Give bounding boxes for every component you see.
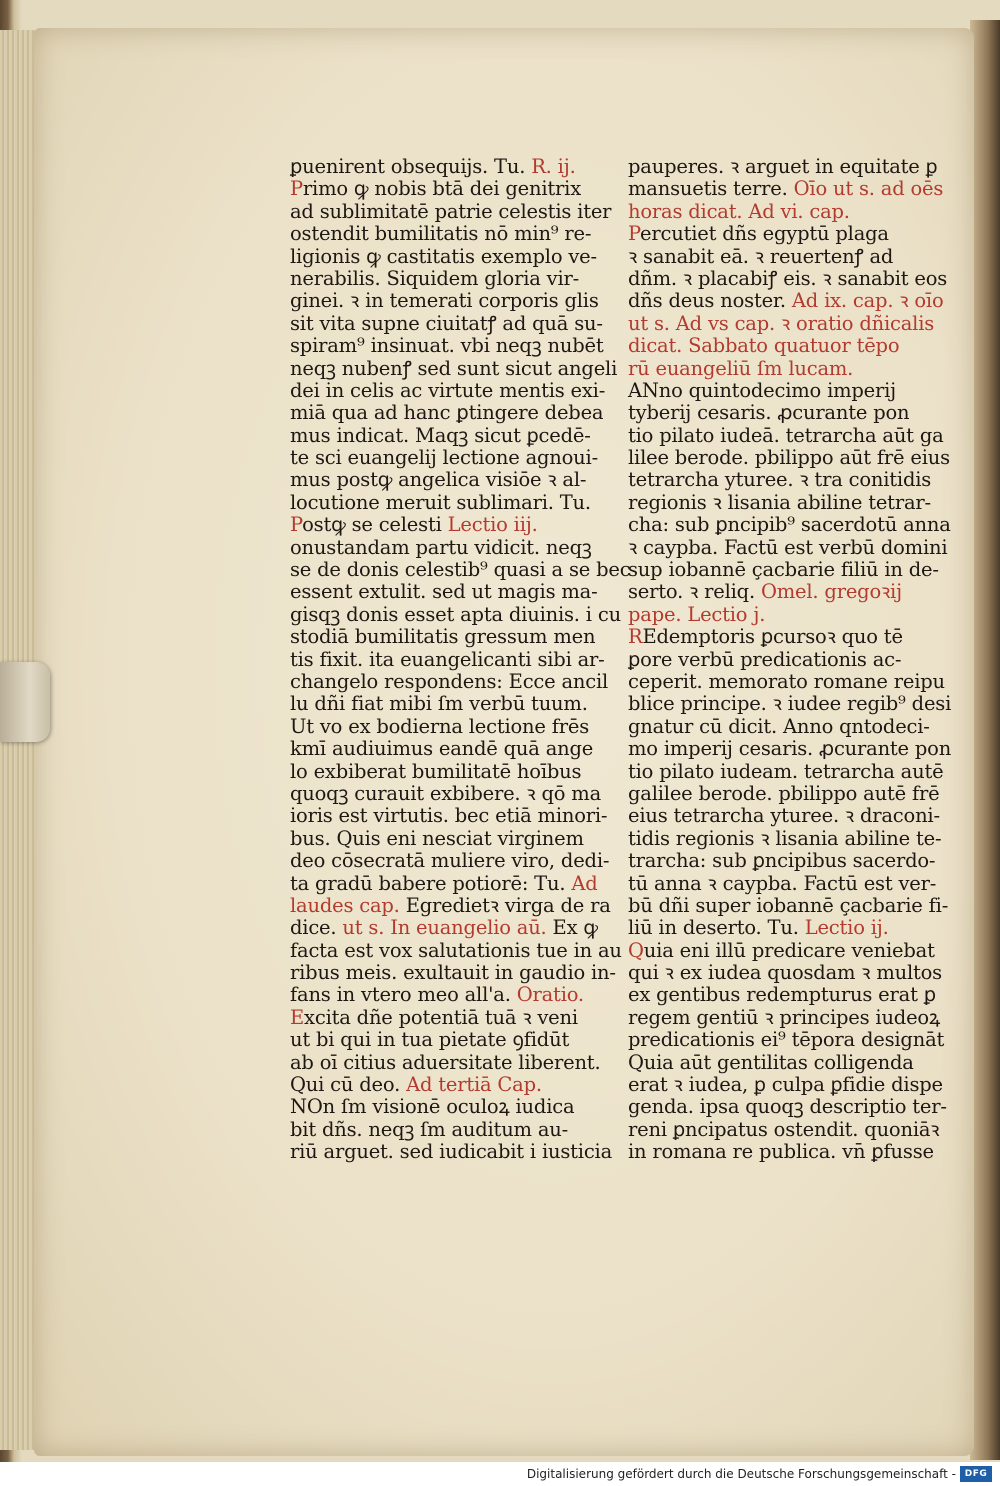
rubric-text: R [628, 625, 643, 649]
text-line [628, 492, 948, 514]
footer-bar [0, 1462, 1000, 1486]
body-text: N [290, 1095, 307, 1119]
text-line [290, 1119, 602, 1141]
body-text: bit dñs. neqꝫ ſm auditum au- [290, 1117, 569, 1141]
text-line [628, 402, 948, 424]
body-text: serto. ꝛ reliq. [628, 580, 761, 604]
body-text: tū anna ꝛ caypba. Factū est ver- [628, 871, 937, 895]
text-line [290, 669, 609, 693]
body-text: ꝛ caypba. Factū est verbū domini [628, 535, 948, 559]
body-text: regionis ꝛ lisania abiline tetrar- [628, 490, 931, 514]
body-text: gnatur cū dicit. Anno qntodeci- [628, 714, 930, 738]
text-line [628, 380, 948, 402]
text-line [290, 313, 602, 335]
body-text: tyberij cesaris. ꝓcurante pon [628, 401, 910, 425]
book-clasp [0, 662, 50, 742]
rubric-text: Ad [571, 871, 598, 895]
text-line [628, 358, 948, 380]
rubric-text: Omel. gregoꝛij [760, 580, 902, 604]
body-text: tis fixit. ita euangelicanti sibi ar- [290, 647, 605, 671]
body-text: ioris est virtutis. bec etiā minori- [290, 804, 608, 828]
text-line [290, 693, 602, 715]
body-text: ta gradū babere potiorē: Tu. [290, 871, 572, 895]
rubric-text: Q [628, 938, 644, 962]
text-line [628, 1052, 948, 1074]
text-line [628, 850, 948, 872]
body-text: locutione meruit sublimari. Tu. [290, 490, 591, 514]
body-text: fans in vtero meo all'a. [290, 983, 517, 1007]
body-text: Edemptoris ꝑcursoꝛ quo tē [642, 625, 903, 649]
text-column-right [628, 155, 952, 1164]
text-line [290, 873, 602, 895]
text-line [628, 737, 952, 761]
body-text: galilee berode. pbilippo autē frē [628, 781, 940, 805]
rubric-text: horas dicat. Ad vi. cap. [628, 199, 850, 223]
body-text: dñs deus noster. [628, 289, 792, 313]
text-line [290, 917, 602, 939]
text-line [628, 1096, 948, 1118]
body-text: onustandam partu vidicit. neqꝫ [290, 535, 592, 559]
body-text: neqꝫ nubenꝭ sed sunt sicut angeli [290, 356, 618, 380]
text-line [628, 895, 948, 917]
body-text: mus postꝙ angelica visiōe ꝛ al- [290, 468, 587, 492]
body-text: ostꝙ se celesti [302, 513, 448, 537]
body-text: Qui cū deo. [290, 1073, 407, 1097]
rubric-text: P [290, 513, 303, 537]
text-line [628, 469, 948, 491]
body-text: ligionis ꝙ castitatis exemplo ve- [290, 244, 597, 268]
text-line [290, 849, 610, 873]
text-line [290, 626, 602, 648]
body-text: ex gentibus redempturus erat ꝑ [628, 983, 936, 1007]
body-text: dice. [290, 916, 343, 940]
text-line [628, 290, 948, 312]
body-text: A [628, 378, 642, 402]
text-line [628, 335, 948, 357]
text-line [290, 938, 622, 962]
text-line [290, 984, 602, 1006]
body-text: rimo ꝙ nobis btā dei genitrix [302, 177, 581, 201]
binding-shadow [970, 20, 1000, 1460]
body-text: miā qua ad hanc ꝑtingere debea [290, 401, 604, 425]
rubric-text: R. ij. [531, 155, 576, 178]
text-line [290, 961, 616, 985]
text-line [290, 804, 608, 828]
text-line [290, 199, 612, 223]
text-line [628, 201, 948, 223]
text-line [290, 156, 602, 178]
body-text: in romana re publica. vn̄ ꝑfusse [628, 1140, 934, 1164]
body-text: gisqꝫ donis esset apta diuinis. i cu [290, 602, 621, 626]
body-text: Nno quintodecimo imperij [641, 378, 897, 402]
text-line [628, 581, 948, 603]
body-text: liū in deserto. Tu. [628, 916, 805, 940]
body-text: Ex ꝙ [546, 916, 598, 940]
rubric-text: dicat. Sabbato quatuor tēpo [628, 334, 900, 358]
text-line [290, 268, 602, 290]
text-line [628, 805, 948, 827]
body-text: stodiā bumilitatis gressum men [290, 625, 596, 649]
body-text: te sci euangelij lectione agnoui- [290, 446, 598, 470]
body-text: dei in celis ac virtute mentis exi- [290, 378, 606, 402]
body-text: blice principe. ꝛ iudee regib⁹ desi [628, 692, 952, 716]
text-line [290, 1029, 602, 1051]
body-text: mus indicat. Maqꝫ sicut ꝑcedē- [290, 423, 591, 447]
rubric-text: Ad ix. cap. ꝛ oīo [791, 289, 944, 313]
text-line [290, 1007, 602, 1029]
text-line [290, 178, 602, 200]
text-line [290, 425, 602, 447]
body-text: sup iobannē çacbarie filiū in de- [628, 558, 939, 582]
text-line [290, 356, 618, 380]
text-line [628, 984, 948, 1006]
text-line [628, 716, 948, 738]
text-line [628, 940, 948, 962]
text-line [290, 1074, 602, 1096]
body-text: ginei. ꝛ in temerati corporis glis [290, 289, 599, 313]
body-text: ut bi qui in tua pietate ꝯfidūt [290, 1028, 570, 1052]
body-text: se de donis celestib⁹ quasi a se bec [290, 558, 631, 582]
body-text: lilee berode. pbilippo aūt frē eius [628, 446, 950, 470]
text-line [628, 1029, 948, 1051]
text-line [628, 559, 948, 581]
text-line [628, 223, 948, 245]
body-text: sit vita supne ciuitatꝭ ad quā su- [290, 311, 603, 335]
body-text: predicationis ei⁹ tēpora designāt [628, 1028, 945, 1052]
text-line [290, 447, 602, 469]
body-text: ꝑuenirent obsequijs. Tu. [290, 155, 532, 178]
text-line [628, 692, 952, 716]
body-text: tidis regionis ꝛ lisania abiline te- [628, 826, 942, 850]
body-text: ꝛ sanabit eā. ꝛ reuertenꝭ ad [628, 244, 894, 268]
body-text: Quia aūt gentilitas colligenda [628, 1050, 914, 1074]
text-line [290, 378, 606, 402]
text-line [290, 558, 631, 582]
text-line [628, 626, 948, 648]
body-text: eius tetrarcha yturee. ꝛ draconi- [628, 804, 940, 828]
body-text: trarcha: sub ꝑncipibus sacerdo- [628, 849, 936, 873]
body-text: lo exbiberat bumilitatē hoībus [290, 759, 582, 783]
body-text: lu dñi fiat mibi ſm verbū tuum. [290, 692, 588, 716]
body-text: mansuetis terre. [628, 177, 794, 201]
text-column-left [290, 155, 631, 1164]
rubric-text: ut s. Ad vs cap. ꝛ oratio dñicalis [628, 311, 935, 335]
body-text: reni ꝑncipatus ostendit. quoniāꝛ [628, 1117, 940, 1141]
text-line [290, 402, 602, 424]
text-line [628, 156, 948, 178]
text-line [290, 893, 611, 917]
rubric-text: laudes cap. [290, 893, 406, 917]
body-text: nerabilis. Siquidem gloria vir- [290, 266, 580, 290]
body-text: deo cōsecratā muliere viro, dedi- [290, 849, 610, 873]
text-line [290, 1052, 602, 1074]
body-text: pauperes. ꝛ arguet in equitate ꝑ [628, 155, 938, 178]
text-line [628, 513, 951, 537]
body-text: facta est vox salutationis tue in au [290, 938, 622, 962]
rubric-text: Oratio. [516, 983, 584, 1007]
text-line [290, 828, 602, 850]
text-line [628, 917, 948, 939]
text-line [628, 1074, 948, 1096]
body-text: ꝑore verbū predicationis ac- [628, 647, 902, 671]
rubric-text: Ad tertiā Cap. [406, 1073, 542, 1097]
body-text: qui ꝛ ex iudea quosdam ꝛ multos [628, 961, 942, 985]
text-line [290, 738, 602, 760]
body-text: genda. ipsa quoqꝫ descriptio ter- [628, 1095, 947, 1119]
text-line [628, 1141, 948, 1163]
body-text: cha: sub ꝑncipib⁹ sacerdotū anna [628, 513, 951, 537]
text-line [628, 761, 948, 783]
text-line [290, 246, 602, 268]
text-line [628, 246, 948, 268]
text-line [628, 537, 948, 559]
text-line [628, 828, 948, 850]
body-text: regem gentiū ꝛ principes iudeoꝝ [628, 1005, 941, 1029]
text-line [628, 962, 948, 984]
text-line [290, 469, 602, 491]
body-text: kmī audiuimus eandē quā ange [290, 737, 594, 761]
rubric-text: Oīo ut s. ad oēs [793, 177, 944, 201]
dfg-logo: DFG [960, 1466, 992, 1482]
body-text: uia eni illū predicare veniebat [643, 938, 935, 962]
body-text: ercutiet dñs egyptū plaga [640, 222, 889, 246]
text-line [628, 425, 948, 447]
body-text: essent extulit. sed ut magis ma- [290, 580, 598, 604]
text-line [628, 447, 948, 469]
text-line [628, 649, 948, 671]
text-line [290, 1140, 613, 1164]
text-line [628, 1007, 948, 1029]
text-line [628, 783, 948, 805]
text-line [290, 514, 602, 536]
text-line [290, 761, 602, 783]
rubric-text: rū euangeliū ſm lucam. [628, 356, 854, 380]
footer-credit: Digitalisierung gefördert durch die Deutsche Forschungsgemeinschaft - [526, 1467, 956, 1481]
text-line [290, 223, 602, 245]
text-line [290, 1096, 602, 1118]
body-text: erat ꝛ iudea, ꝑ culpa ꝑfidie dispe [628, 1073, 943, 1097]
text-line [628, 313, 948, 335]
text-line [628, 604, 948, 626]
rubric-text: E [290, 1005, 305, 1029]
text-line [290, 647, 605, 671]
body-text: Egredietꝛ virga de ra [405, 893, 611, 917]
rubric-text: Lectio iij. [447, 513, 538, 537]
body-text: ceperit. memorato romane reipu [628, 669, 945, 693]
text-line [628, 873, 948, 895]
body-text: dñm. ꝛ placabiꝭ eis. ꝛ sanabit eos [628, 266, 948, 290]
body-text: tio pilato iudeam. tetrarcha autē [628, 759, 944, 783]
body-text: ostendit bumilitatis nō min⁹ re- [290, 222, 592, 246]
body-text: On ſm visionē oculoꝝ iudica [306, 1095, 575, 1119]
body-text: changelo respondens: Ecce ancil [290, 669, 609, 693]
body-text: mo imperij cesaris. ꝓcurante pon [628, 737, 952, 761]
rubric-text: P [628, 222, 641, 246]
text-line [628, 178, 948, 200]
text-line [290, 783, 602, 805]
rubric-text: Lectio ij. [804, 916, 889, 940]
text-line [628, 268, 948, 290]
rubric-text: pape. Lectio j. [628, 602, 766, 626]
text-line [290, 335, 602, 357]
text-line [628, 671, 948, 693]
rubric-text: ut s. In euangelio aū. [342, 916, 547, 940]
body-text: quoqꝫ curauit exbibere. ꝛ qō ma [290, 781, 602, 805]
text-line [290, 290, 602, 312]
text-line [290, 602, 621, 626]
body-text: tio pilato iudeā. tetrarcha aūt ga [628, 423, 944, 447]
body-text: ad sublimitatē patrie celestis iter [290, 199, 612, 223]
text-line [290, 492, 602, 514]
body-text: riū arguet. sed iudicabit i iusticia [290, 1140, 613, 1164]
body-text: xcita dñe potentiā tuā ꝛ veni [304, 1005, 578, 1029]
body-text: bus. Quis eni nesciat virginem [290, 826, 584, 850]
rubric-text: P [290, 177, 303, 201]
text-line [290, 537, 602, 559]
body-text: ab oī citius aduersitate liberent. [290, 1050, 601, 1074]
text-line [290, 581, 602, 603]
body-text: spiram⁹ insinuat. vbi neqꝫ nubēt [290, 334, 604, 358]
text-line [290, 716, 602, 738]
body-text: tetrarcha yturee. ꝛ tra conitidis [628, 468, 932, 492]
body-text: ribus meis. exultauit in gaudio in- [290, 961, 616, 985]
text-line [628, 1119, 948, 1141]
body-text: bū dñi super iobannē çacbarie fi- [628, 893, 949, 917]
body-text: Ut vo ex bodierna lectione frēs [290, 714, 590, 738]
